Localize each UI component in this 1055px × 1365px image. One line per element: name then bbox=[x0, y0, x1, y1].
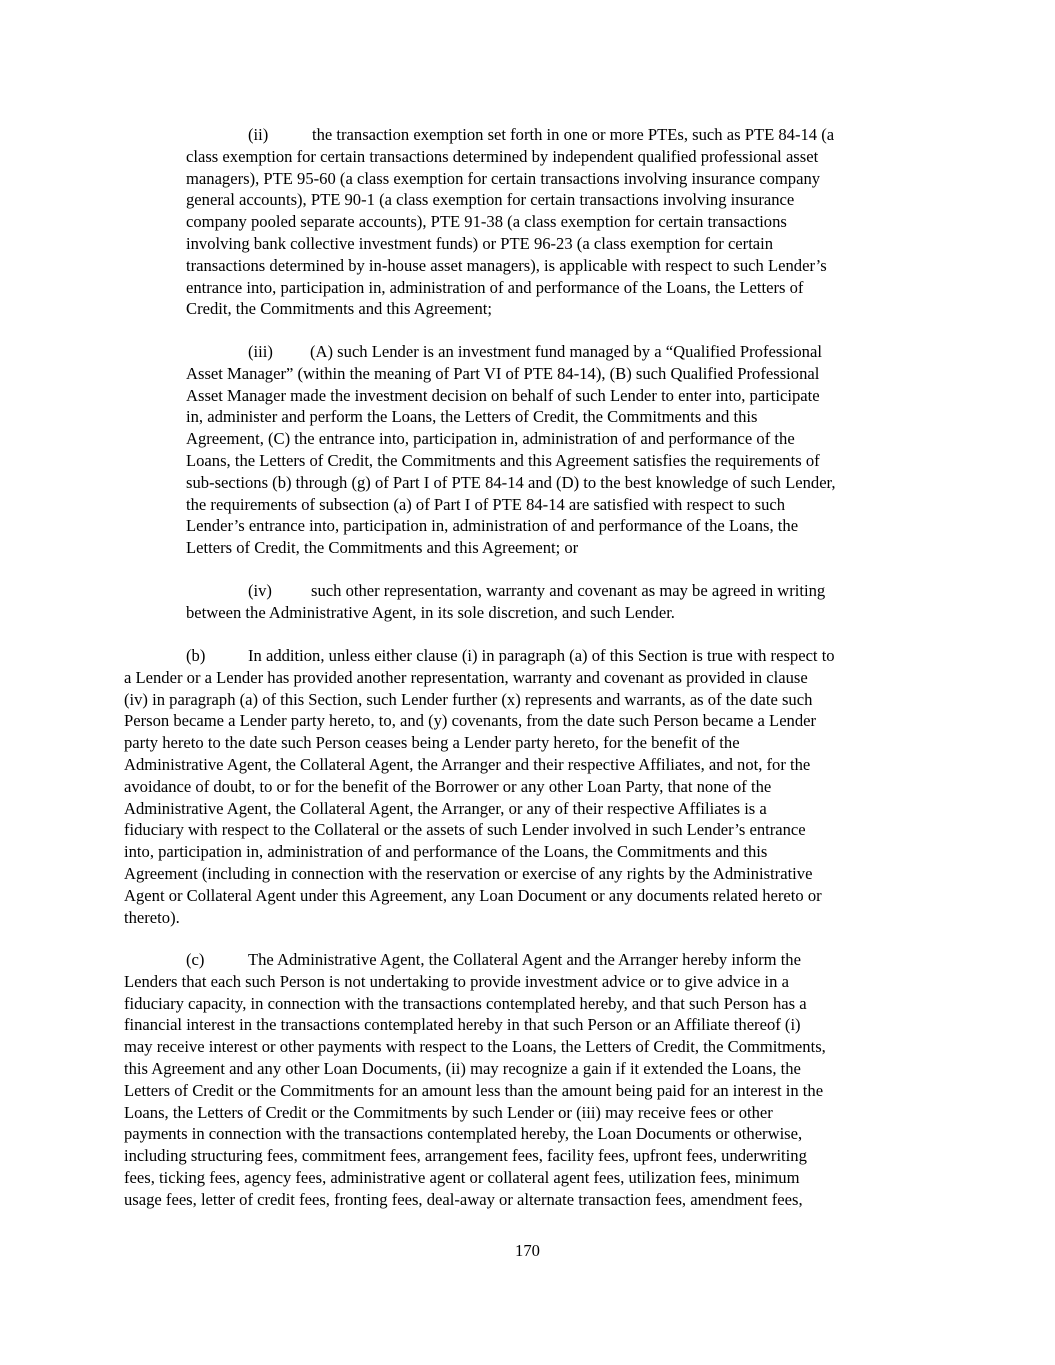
paragraph-c-line: Loans, the Letters of Credit or the Commitments by such Lender or (iii) may receive fees or other bbox=[124, 1102, 773, 1122]
paragraph-iii-line: Lender’s entrance into, participation in, administration of and performance of the Loans, the bbox=[186, 516, 799, 536]
paragraph-iv-first-text: such other representation, warranty and covenant as may be agreed in writing bbox=[311, 581, 826, 600]
paragraph-ii-line: involving bank collective investment funds) or PTE 96-23 (a class exemption for certain bbox=[186, 233, 774, 253]
paragraph-ii-line: class exemption for certain transactions determined by independent qualified professional asset bbox=[186, 146, 819, 166]
paragraph-c-line: Letters of Credit or the Commitments for an amount less than the amount being paid for an interest in the bbox=[124, 1080, 824, 1100]
paragraph-ii-first-text: the transaction exemption set forth in one or more PTEs, such as PTE 84-14 (a bbox=[312, 125, 835, 144]
paragraph-c-line: fees, ticking fees, agency fees, administrative agent or collateral agent fees, utilization fees, minimum bbox=[124, 1167, 800, 1187]
paragraph-c-line: Lenders that each such Person is not undertaking to provide investment advice or to give advice in a bbox=[124, 971, 789, 991]
clause-label-iv: (iv) bbox=[248, 581, 272, 600]
paragraph-b-line: party hereto to the date such Person ceases being a Lender party hereto, for the benefit of the bbox=[124, 733, 740, 753]
page-number: 170 bbox=[515, 1241, 540, 1260]
paragraph-iii bbox=[186, 341, 836, 559]
paragraph-b-line: a Lender or a Lender has provided another representation, warranty and covenant as provided in clause bbox=[124, 667, 808, 687]
paragraph-iii-first-text: (A) such Lender is an investment fund managed by a “Qualified Professional bbox=[310, 342, 822, 361]
paragraph-ii bbox=[186, 124, 834, 320]
paragraph-b-line: Administrative Agent, the Collateral Agent, the Arranger and their respective Affiliates, and not, for the bbox=[124, 754, 811, 774]
paragraph-c-line: usage fees, letter of credit fees, fronting fees, deal-away or alternate transaction fees, amendment fees, bbox=[124, 1189, 803, 1209]
clause-label-iii: (iii) bbox=[248, 342, 273, 361]
paragraph-iii-first-line bbox=[186, 341, 836, 363]
paragraph-iii-line: the requirements of subsection (a) of Part I of PTE 84-14 are satisfied with respect to such bbox=[186, 494, 786, 514]
paragraph-c-line: payments in connection with the transactions contemplated hereby, the Loan Documents or otherwise, bbox=[124, 1124, 803, 1144]
paragraph-iii-line: Asset Manager made the investment decision on behalf of such Lender to enter into, participate bbox=[186, 385, 820, 405]
paragraph-b-line: fiduciary with respect to the Collateral or the assets of such Lender involved in such Lender’s entrance bbox=[124, 820, 806, 840]
paragraph-iii-line: Letters of Credit, the Commitments and this Agreement; or bbox=[186, 538, 579, 558]
paragraph-ii-line: general accounts), PTE 90-1 (a class exemption for certain transactions involving insurance bbox=[186, 190, 795, 210]
paragraph-c-line: may receive interest or other payments with respect to the Loans, the Letters of Credit, the Commitments, bbox=[124, 1037, 826, 1057]
clause-label-c: (c) bbox=[186, 950, 205, 969]
paragraph-b-line: Agreement (including in connection with the reservation or exercise of any rights by the Administrative bbox=[124, 863, 813, 883]
paragraph-b-line: thereto). bbox=[124, 907, 180, 927]
clause-label-b: (b) bbox=[186, 646, 206, 665]
paragraph-b-first-line bbox=[124, 645, 835, 667]
paragraph-c bbox=[124, 949, 826, 1211]
paragraph-iii-line: Loans, the Letters of Credit, the Commitments and this Agreement satisfies the requirements of bbox=[186, 450, 820, 470]
paragraph-iii-line: Agreement, (C) the entrance into, participation in, administration of and performance of the bbox=[186, 429, 795, 449]
paragraph-iii-line: sub-sections (b) through (g) of Part I of PTE 84-14 and (D) to the best knowledge of such Lender, bbox=[186, 472, 836, 492]
paragraph-iv-line: between the Administrative Agent, in its sole discretion, and such Lender. bbox=[186, 602, 675, 622]
paragraph-ii-line: company pooled separate accounts), PTE 91-38 (a class exemption for certain transactions bbox=[186, 212, 787, 232]
paragraph-c-line: financial interest in the transactions contemplated hereby in that such Person or an Affiliate thereof (i) bbox=[124, 1015, 801, 1035]
paragraph-b-line: Administrative Agent, the Collateral Agent, the Arranger, or any of their respective Affiliates is a bbox=[124, 798, 767, 818]
paragraph-ii-line: transactions determined by in-house asset managers), is applicable with respect to such Lender’s bbox=[186, 255, 827, 275]
paragraph-ii-line: Credit, the Commitments and this Agreement; bbox=[186, 299, 493, 319]
paragraph-c-line: including structuring fees, commitment fees, arrangement fees, facility fees, upfront fees, underwriting bbox=[124, 1146, 807, 1166]
paragraph-b-line: into, participation in, administration of and performance of the Loans, the Commitments and this bbox=[124, 842, 768, 862]
paragraph-c-line: fiduciary capacity, in connection with the transactions contemplated hereby, and that such Person has a bbox=[124, 993, 807, 1013]
paragraph-b-first-text: In addition, unless either clause (i) in paragraph (a) of this Section is true with respect to bbox=[248, 646, 835, 665]
paragraph-b-line: Person became a Lender party hereto, to, and (y) covenants, from the date such Person became a Lender bbox=[124, 711, 817, 731]
paragraph-iii-line: in, administer and perform the Loans, the Letters of Credit, the Commitments and this bbox=[186, 407, 758, 427]
clause-label-ii: (ii) bbox=[248, 125, 269, 144]
paragraph-b-line: avoidance of doubt, to or for the benefit of the Borrower or any other Loan Party, that none of the bbox=[124, 776, 772, 796]
paragraph-c-first-line bbox=[124, 949, 826, 971]
paragraph-b bbox=[124, 645, 835, 928]
paragraph-iii-line: Asset Manager” (within the meaning of Part VI of PTE 84-14), (B) such Qualified Professional bbox=[186, 363, 820, 383]
paragraph-ii-line: managers), PTE 95-60 (a class exemption for certain transactions involving insurance company bbox=[186, 168, 821, 188]
paragraph-ii-first-line bbox=[186, 124, 834, 146]
paragraph-c-first-text: The Administrative Agent, the Collateral Agent and the Arranger hereby inform the bbox=[248, 950, 801, 969]
paragraph-b-line: Agent or Collateral Agent under this Agreement, any Loan Document or any documents related hereto or bbox=[124, 885, 822, 905]
paragraph-iv-first-line bbox=[186, 580, 825, 602]
paragraph-iv bbox=[186, 580, 825, 624]
paragraph-c-line: this Agreement and any other Loan Documents, (ii) may recognize a gain if it extended the Loans, the bbox=[124, 1058, 801, 1078]
paragraph-ii-line: entrance into, participation in, administration of and performance of the Loans, the Letters of bbox=[186, 277, 804, 297]
paragraph-b-line: (iv) in paragraph (a) of this Section, such Lender further (x) represents and warrants, as of the date such bbox=[124, 689, 813, 709]
